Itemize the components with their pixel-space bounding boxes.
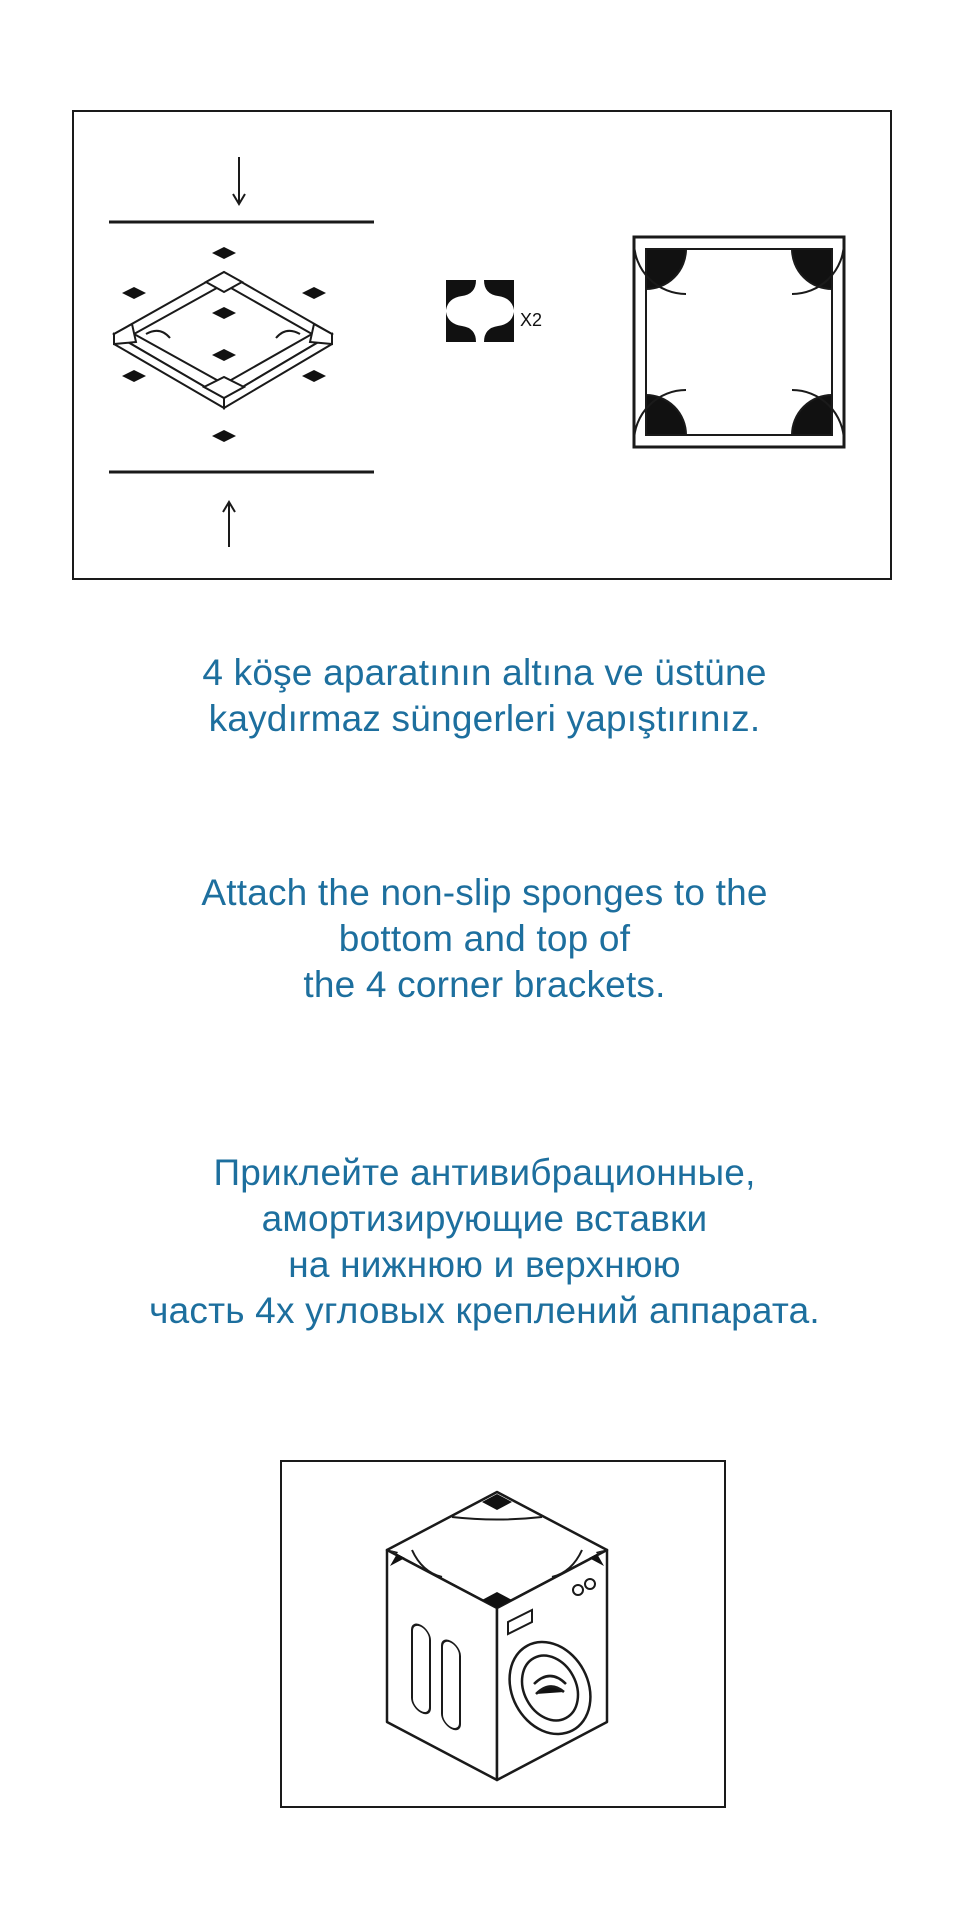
sponge-pieces-icon [446, 280, 514, 342]
instruction-english [0, 870, 969, 1008]
instruction-line: амортизирующие вставки [261, 1198, 708, 1239]
instruction-line: на нижнюю и верхнюю [288, 1244, 681, 1285]
instruction-line: the 4 corner brackets. [303, 964, 666, 1005]
down-arrow-icon [233, 157, 245, 204]
instruction-line: Attach the non-slip sponges to the [201, 872, 768, 913]
instruction-line: bottom and top of [338, 918, 631, 959]
washing-machine-illustration-panel [280, 1460, 726, 1808]
instruction-line: kaydırmaz süngerleri yapıştırınız. [208, 698, 761, 739]
up-arrow-icon [223, 502, 235, 547]
washing-machine-icon [282, 1462, 728, 1810]
instruction-line: 4 köşe aparatının altına ve üstüne [202, 652, 767, 693]
instruction-line: Приклейте антивибрационные, [213, 1152, 756, 1193]
assembly-illustration [74, 112, 894, 582]
instruction-line: часть 4х угловых креплений аппарата. [149, 1290, 820, 1331]
corner-bracket-frame [114, 272, 332, 408]
assembly-illustration-panel [72, 110, 892, 580]
multiplier-label: X2 [520, 310, 543, 330]
frame-top-view [634, 237, 844, 447]
instruction-turkish [0, 650, 969, 742]
instruction-russian [0, 1150, 969, 1334]
